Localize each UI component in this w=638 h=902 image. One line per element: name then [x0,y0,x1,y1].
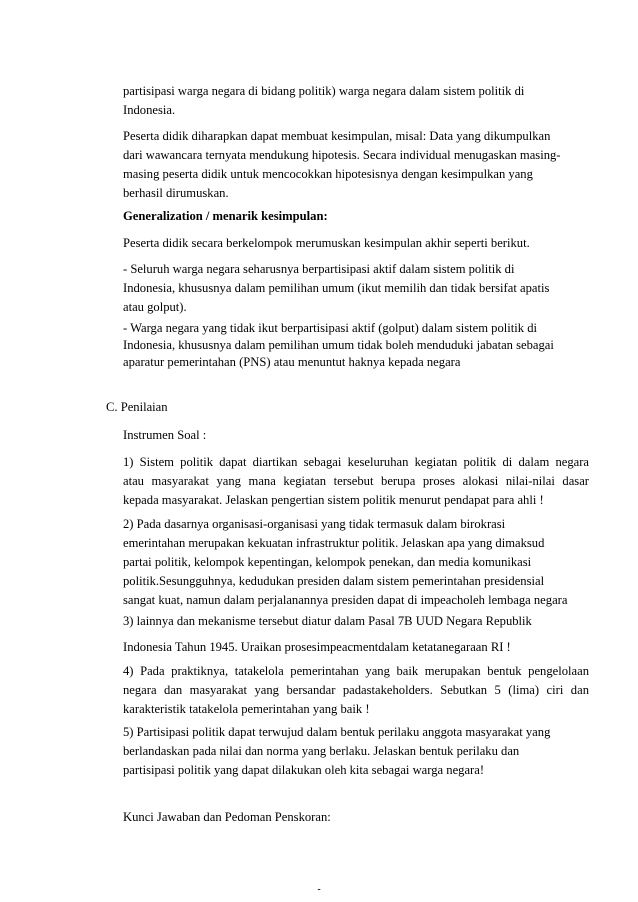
text-line: masing peserta didik untuk mencocokkan hipotesisnya dengan kesimpulkan yang [123,167,533,181]
text-line: karakteristik tatakelola pemerintahan yang baik ! [123,702,370,716]
text-line: partisipasi warga negara di bidang politik) warga negara dalam sistem politik di [123,84,525,98]
text-line: atau masyarakat yang mana kegiatan tersebut berupa proses alokasi nilai-nilai dasar [123,474,589,488]
section-title: C. Penilaian [106,400,168,414]
label-text: Instrumen Soal : [123,428,207,442]
text-line: negara dan masyarakat yang bersandar padastakeholders. Sebutkan 5 (lima) ciri dan [123,683,589,697]
paragraph-participation [123,82,589,120]
text-line: politik.Sesungguhnya, kedudukan presiden dalam sistem pemerintahan presidensial [123,574,545,588]
text-line: Indonesia Tahun 1945. Uraikan prosesimpeacmentdalam ketatanegaraan RI ! [123,640,511,654]
text-line: berhasil dirumuskan. [123,186,229,200]
question-1 [123,453,589,510]
answer-key-heading [123,808,589,827]
text-line: aparatur pemerintahan (PNS) atau menuntut haknya kepada negara [123,355,461,369]
text-line: Peserta didik secara berkelompok merumuskan kesimpulan akhir seperti berikut. [123,236,530,250]
text-line: - Warga negara yang tidak ikut berpartisipasi aktif (golput) dalam sistem politik di [123,321,538,335]
text-line: Indonesia, khususnya dalam pemilihan umum tidak boleh menduduki jabatan sebagai [123,338,554,352]
text-line: partai politik, kelompok kepentingan, kelompok penekan, dan media komunikasi [123,555,532,569]
text-line: Peserta didik diharapkan dapat membuat kesimpulan, misal: Data yang dikumpulkan [123,129,551,143]
text-line: sangat kuat, namun dalam perjalanannya presiden dapat di impeacholeh lembaga negara [123,593,568,607]
text-line: berlandaskan pada nilai dan norma yang berlaku. Jelaskan bentuk perilaku dan [123,744,520,758]
text-line: - Seluruh warga negara seharusnya berpartisipasi aktif dalam sistem politik di [123,262,515,276]
text-line: 2) Pada dasarnya organisasi-organisasi yang tidak termasuk dalam birokrasi [123,517,506,531]
page-footer-mark: - [317,884,321,895]
question-4 [123,662,589,719]
heading-text: Generalization / menarik kesimpulan: [123,209,328,223]
paragraph-group-conclusion [123,234,589,253]
instrumen-soal-label [123,426,589,445]
text-line: Indonesia, khususnya dalam pemilihan umum (ikut memilih dan tidak bersifat apatis [123,281,550,295]
paragraph-conclusion-instructions [123,127,589,203]
text-line: Indonesia. [123,103,176,117]
text-line: 4) Pada praktiknya, tatakelola pemerintahan yang baik merupakan bentuk pengelolaan [123,664,589,678]
section-c-heading [106,398,406,417]
generalization-heading [123,207,589,226]
text-line: dari wawancara ternyata mendukung hipotesis. Secara individual menugaskan masing- [123,148,561,162]
text-line: 5) Partisipasi politik dapat terwujud dalam bentuk perilaku anggota masyarakat yang [123,725,551,739]
text-line: kepada masyarakat. Jelaskan pengertian sistem politik menurut pendapat para ahli ! [123,493,544,507]
question-3 [123,608,589,660]
text-line: atau golput). [123,300,187,314]
question-5 [123,723,589,780]
bullet-golput [123,320,589,371]
text-line: partisipasi politik yang dapat dilakukan oleh kita sebagai warga negara! [123,763,485,777]
label-text: Kunci Jawaban dan Pedoman Penskoran: [123,810,331,824]
text-line: 1) Sistem politik dapat diartikan sebagai keseluruhan kegiatan politik di dalam negara [123,455,589,469]
text-line: emerintahan merupakan kekuatan infrastruktur politik. Jelaskan apa yang dimaksud [123,536,545,550]
text-line: 3) lainnya dan mekanisme tersebut diatur dalam Pasal 7B UUD Negara Republik [123,614,532,628]
bullet-active-participation [123,260,589,317]
question-2 [123,515,589,610]
